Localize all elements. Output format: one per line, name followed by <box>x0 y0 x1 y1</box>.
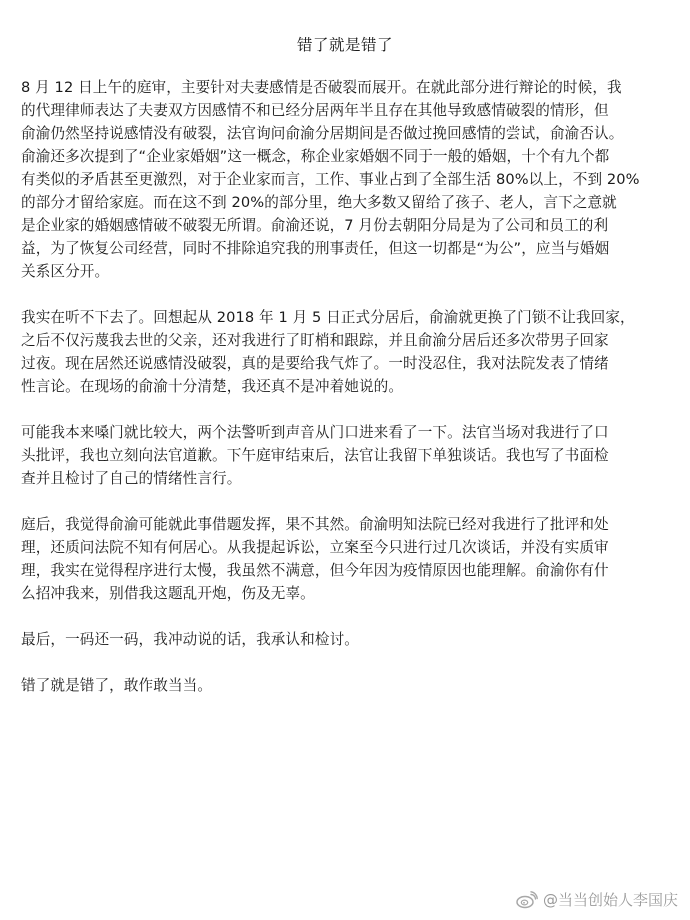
paragraph-2: 我实在听不下去了。回想起从 2018 年 1 月 5 日正式分居后，俞渝就更换了门锁不让我回家， 之后不仅污蔑我去世的父亲，还对我进行了盯梢和跟踪，并且俞渝分居后还多次带男子回家 过夜。现在居然还说感情没破裂，真的是要给我气炸了。一时没忍住，我对法院发表了情绪 性言论。在现场的俞渝十分清楚，我还真不是冲着她说的。 <box>21 309 635 395</box>
paragraph-1: 8 月 12 日上午的庭审，主要针对夫妻感情是否破裂而展开。在就此部分进行辩论的时候，我 的代理律师表达了夫妻双方因感情不和已经分居两年半且存在其他导致感情破裂的情形，但 俞渝仍然坚持说感情没有破裂，法官询问俞渝分居期间是否做过挽回感情的尝试，俞渝否认。 俞渝还多次提到了“企业家婚姻”这一概念，称企业家婚姻不同于一般的婚姻，十个有九个都 有类似的矛盾甚至更激烈，对于企业家而言，工作、事业占到了全部生活 80%以上，不到 20% 的部分才留给家庭。而在这不到 20%的部分里，绝大多数又留给了孩子、老人，言下之意就 是企业家的婚姻感情破不破裂无所谓。俞渝还说，7 月份去朝阳分局是为了公司和员工的利 益，为了恢复公司经营，同时不排除追究我的刑事责任，但这一切都是“为公”，应当与婚姻 关系区分开。 <box>21 79 640 280</box>
paragraph-6: 错了就是错了，敢作敢当当。 <box>21 677 213 694</box>
weibo-icon <box>516 891 538 909</box>
watermark-text: @当当创始人李国庆 <box>542 891 678 909</box>
weibo-watermark <box>516 889 678 910</box>
paragraph-4: 庭后，我觉得俞渝可能就此事借题发挥，果不其然。俞渝明知法院已经对我进行了批评和处 理，还质问法院不知有何居心。从我提起诉讼，立案至今只进行过几次谈话，并没有实质审 理，我实在觉得程序进行太慢，我虽然不满意，但今年因为疫情原因也能理解。俞渝你有什 么招冲我来，别借我这题乱开炮，伤及无辜。 <box>21 516 609 602</box>
document-body <box>21 76 673 720</box>
paragraph-3: 可能我本来嗓门就比较大，两个法警听到声音从门口进来看了一下。法官当场对我进行了口 头批评，我也立刻向法官道歉。下午庭审结束后，法官让我留下单独谈话。我也写了书面检 查并且检讨了自己的情绪性言行。 <box>21 424 609 487</box>
paragraph-5: 最后，一码还一码，我冲动说的话，我承认和检讨。 <box>21 631 359 648</box>
document-title: 错了就是错了 <box>296 36 393 54</box>
